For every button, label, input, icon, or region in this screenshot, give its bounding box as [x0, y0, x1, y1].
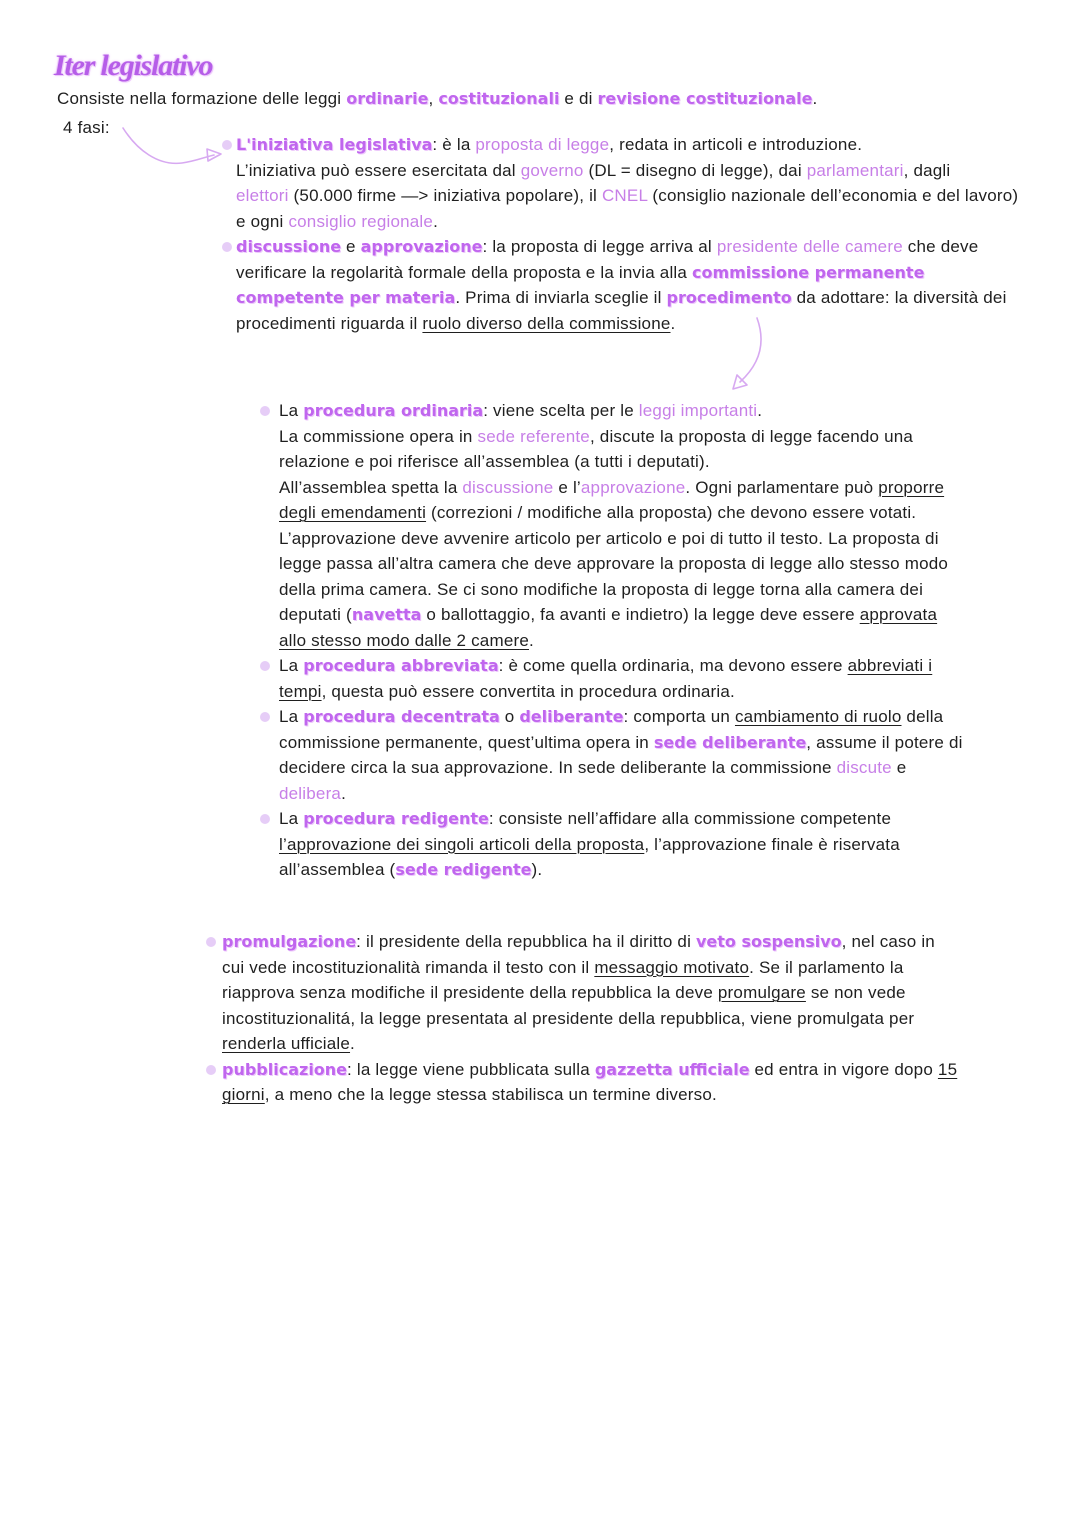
phase-discussione-approvazione — [236, 234, 1074, 336]
text-segment: . Ogni parlamentare può — [685, 477, 879, 497]
key-term: procedura redigente — [303, 809, 489, 828]
procedure-ordinaria — [279, 398, 1068, 653]
text-segment: : il presidente della repubblica ha il diritto di — [356, 932, 696, 951]
underlined-text: 15 giorni — [222, 1059, 958, 1104]
text-segment: se non vede incostituzionalitá, la legge presentata al presidente della repubblica, viene promulgata per — [222, 983, 915, 1028]
text-segment: Consiste nella formazione delle leggi — [57, 89, 347, 108]
bullet-dot — [260, 661, 270, 671]
text-segment: . — [341, 783, 347, 803]
text-segment: (consiglio nazionale dell’economia e del lavoro) e ogni — [236, 186, 1019, 231]
text-segment: : la proposta di legge arriva al — [482, 237, 717, 256]
highlighted-term: presidente delle camere — [716, 237, 903, 256]
intro-text — [57, 86, 817, 112]
key-term: procedura decentrata — [303, 707, 500, 726]
phase-text — [236, 132, 1074, 234]
bullet-dot — [222, 242, 232, 252]
text-segment: e di — [559, 89, 598, 108]
phase-pubblicazione — [222, 1057, 1068, 1108]
text-segment: , — [428, 89, 439, 108]
key-term: promulgazione — [222, 932, 357, 951]
text-segment: . La commissione opera in — [279, 401, 763, 446]
procedure-text — [279, 398, 1068, 653]
phase-promulgazione — [222, 929, 1068, 1057]
key-term: procedimento — [666, 288, 792, 307]
underlined-text: renderla ufficiale — [222, 1034, 351, 1053]
procedure-text — [279, 653, 1068, 704]
phase-text — [222, 1057, 1068, 1108]
text-segment: La — [279, 656, 304, 675]
underlined-text: abbreviati i tempi — [279, 656, 933, 701]
key-term: discussione — [236, 237, 342, 256]
text-segment: La — [279, 809, 304, 828]
bullet-dot — [206, 937, 216, 947]
underlined-text: l’approvazione dei singoli articoli della proposta — [279, 834, 645, 854]
text-segment: : comporta un — [623, 707, 735, 726]
underlined-text: ruolo diverso della commissione — [422, 313, 671, 333]
text-segment: , nel caso in cui vede incostituzionalità rimanda il testo con il — [222, 932, 935, 977]
text-segment: ). — [531, 860, 543, 879]
text-segment: , a meno che la legge stessa stabilisca un termine diverso. — [264, 1085, 717, 1104]
text-segment: : consiste nell’affidare alla commissione competente — [488, 809, 892, 828]
text-segment: , assume il potere di decidere circa la sua approvazione. In sede deliberante la commissione — [279, 732, 963, 777]
highlighted-term: governo — [520, 160, 584, 180]
highlighted-term: CNEL — [601, 186, 648, 205]
procedures-list — [279, 398, 1068, 883]
key-term: deliberante — [519, 707, 624, 726]
key-term: commissione permanente competente per materia — [236, 262, 925, 307]
text-segment: La — [279, 401, 304, 420]
key-term: revisione costituzionale — [597, 89, 813, 108]
bullet-dot — [260, 712, 270, 722]
text-segment: , dagli — [903, 160, 951, 180]
text-segment: , redata in articoli e introduzione. L’iniziativa può essere esercitata dal — [236, 135, 863, 180]
text-segment: . — [350, 1034, 355, 1053]
key-term: veto sospensivo — [695, 932, 842, 951]
highlighted-term: approvazione — [580, 477, 686, 497]
text-segment: , questa può essere convertita in procedura ordinaria. — [321, 681, 735, 701]
text-segment: . — [812, 89, 818, 108]
text-segment: . — [670, 313, 676, 333]
highlighted-term: discute — [836, 758, 892, 777]
key-term: navetta — [351, 605, 422, 624]
text-segment: : la legge viene pubblicata sulla — [347, 1059, 595, 1079]
text-segment: : è la — [432, 135, 476, 154]
text-segment: e — [341, 237, 361, 256]
underlined-text: messaggio motivato — [594, 957, 750, 977]
text-segment: o ballottaggio, fa avanti e indietro) la legge deve essere — [421, 605, 860, 624]
arrow-head — [733, 375, 747, 389]
text-segment: . — [433, 211, 439, 231]
underlined-text: promulgare — [717, 983, 806, 1002]
arrow-head — [207, 149, 221, 161]
text-segment: . Se il parlamento la riapprova senza modifiche il presidente della repubblica la deve — [222, 957, 904, 1002]
highlighted-term: sede referente — [477, 426, 590, 446]
bullet-dot — [260, 814, 270, 824]
bullet-dot — [222, 140, 232, 150]
text-segment: e — [896, 758, 907, 777]
text-segment: (50.000 firme —> iniziativa popolare), il — [288, 186, 602, 205]
underlined-text: cambiamento di ruolo — [734, 707, 902, 726]
highlighted-term: consiglio regionale — [288, 211, 434, 231]
text-segment: della commissione permanente, quest’ultima opera in — [279, 707, 944, 752]
bullet-dot — [260, 406, 270, 416]
underlined-text: proporre degli emendamenti — [279, 477, 945, 522]
key-term: approvazione — [360, 237, 483, 256]
procedure-abbreviata — [279, 653, 1068, 704]
phase-iniziativa-legislativa — [236, 132, 1074, 234]
text-segment: : è come quella ordinaria, ma devono essere — [498, 656, 848, 675]
key-term: ordinarie — [346, 89, 429, 108]
phases-label: 4 fasi: — [63, 118, 110, 137]
text-segment: ed entra in vigore dopo — [749, 1059, 938, 1079]
page-title: Iter legislativo — [54, 49, 213, 82]
text-segment: o — [499, 707, 520, 726]
phases-list-bottom — [222, 929, 1068, 1108]
arrow-to-phases-icon — [123, 128, 221, 163]
key-term: procedura ordinaria — [303, 401, 484, 420]
arrow-line — [123, 128, 214, 163]
key-term: sede deliberante — [653, 732, 807, 752]
text-segment: . — [529, 630, 534, 650]
highlighted-term: elettori — [236, 186, 289, 205]
phases-list-top — [236, 132, 1074, 336]
key-term: costituzionali — [438, 89, 560, 108]
text-segment: e l’ — [553, 477, 581, 497]
bullet-dot — [206, 1065, 216, 1075]
text-segment: , l’approvazione finale è riservata all’assemblea ( — [279, 834, 900, 879]
highlighted-term: parlamentari — [806, 160, 904, 180]
text-segment: da adottare: la diversità dei procedimenti riguarda il — [236, 288, 1007, 333]
key-term: L'iniziativa legislativa — [236, 135, 433, 154]
phase-text — [222, 929, 1068, 1057]
highlighted-term: leggi importanti — [638, 401, 758, 420]
text-segment: , discute la proposta di legge facendo una relazione e poi riferisce all’assemblea (a tutti i deputati). All’assemblea spetta la — [279, 426, 914, 497]
phase-text — [236, 234, 1074, 336]
key-term: procedura abbreviata — [303, 656, 499, 675]
procedure-text — [279, 704, 1068, 806]
procedure-decentrata — [279, 704, 1068, 806]
underlined-text: approvata allo stesso modo dalle 2 camere — [279, 605, 938, 650]
text-segment: . Prima di inviarla sceglie il — [455, 288, 667, 307]
key-term: gazzetta ufficiale — [594, 1059, 750, 1079]
highlighted-term: delibera — [279, 783, 342, 803]
text-segment: La — [279, 707, 304, 726]
procedure-text — [279, 806, 1068, 883]
procedure-redigente — [279, 806, 1068, 883]
highlighted-term: discussione — [462, 477, 554, 497]
text-segment: (correzioni / modifiche alla proposta) che devono essere votati. L’approvazione deve avvenire articolo per articolo e poi di tutto il testo. La proposta di legge passa all’altra camera che deve approvare la proposta di legge allo stesso modo della prima camera. Se ci sono modifiche la proposta di legge torna alla camera dei deputati ( — [279, 503, 949, 624]
text-segment: (DL = disegno di legge), dai — [583, 160, 807, 180]
highlighted-term: proposta di legge — [475, 135, 610, 154]
text-segment: che deve verificare la regolarità formale della proposta e la invia alla — [236, 237, 979, 282]
text-segment: : viene scelta per le — [483, 401, 639, 420]
key-term: sede redigente — [395, 860, 532, 879]
key-term: pubblicazione — [222, 1059, 348, 1079]
